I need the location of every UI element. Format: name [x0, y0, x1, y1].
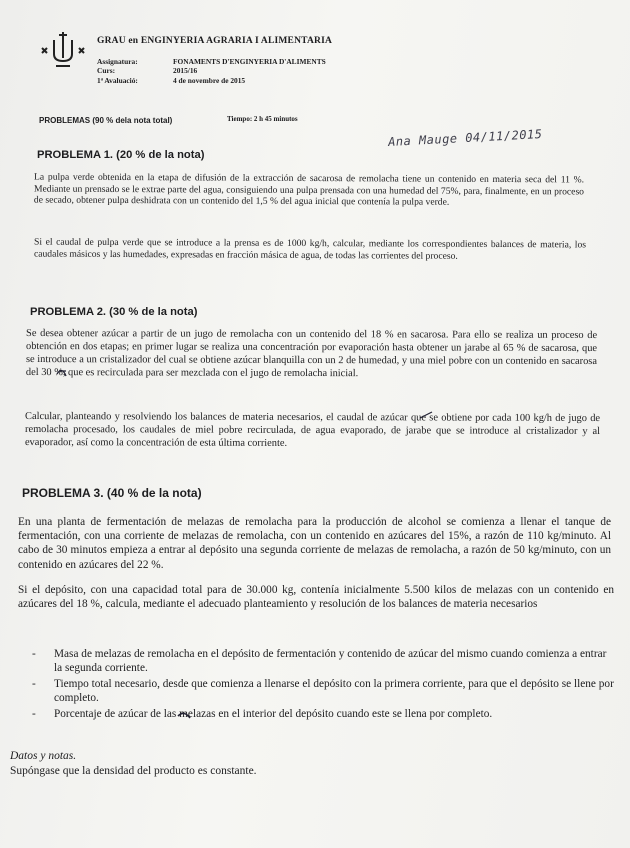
- problem-2-statement: Se desea obtener azúcar a partir de un jugo de remolacha con un contenido del 18 % en sacarosa. Para ello se realiza un proceso de obtención en dos etapas; en primer lugar se realiza una concentración por evaporación hasta obtener un jarabe al 65 % de sacarosa, que se introduce a un cristalizador del cual se obtiene azúcar blanquilla con un 2 de humedad, y una miel pobre con un contenido en sacarosa del 30 %, que es recirculada para ser mezclada con el jugo de remolacha inicial.: [25, 328, 598, 380]
- list-item: [32, 678, 617, 705]
- time-label: Tiempo: 2 h 45 minutos: [227, 115, 298, 123]
- task-text: Porcentaje de azúcar de las melazas en el interior del depósito cuando este se llena por completo.: [54, 708, 493, 721]
- subject-label: Assignatura:: [97, 57, 138, 66]
- problem-3-question: Si el depósito, con una capacidad total para de 30.000 kg, contenía inicialmente 5.500 kilos de melazas con un contenido en azúcares del 18 %, calcula, mediante el adecuado planteamiento y resolución de los balances de materia necesarios: [18, 584, 614, 611]
- problem-1-question: Si el caudal de pulpa verde que se introduce a la prensa es de 1000 kg/h, calcular, mediante los correspondientes balances de materia, los caudales másicos y las humedades, expresadas en fracción másica de agua, de todas las corrientes del proceso.: [33, 236, 587, 262]
- task-text: Masa de melazas de remolacha en el depósito de fermentación y contenido de azúcar del mismo cuando comienza a entrar la segunda corriente.: [54, 648, 607, 674]
- handwritten-name-date: Ana Mauge 04/11/2015: [387, 126, 543, 150]
- task-text: Tiempo total necesario, desde que comienza a llenarse el depósito con la primera corriente, para que el depósito se llene por completo.: [54, 678, 614, 704]
- problems-weight-label: PROBLEMAS (90 % dela nota total): [39, 116, 173, 125]
- problem-3-statement: En una planta de fermentación de melazas de remolacha para la producción de alcohol se comienza a llenar el tanque de fermentación, con una corriente de melazas de remolacha, con un contenido en azúcares del 15%, a razón de 110 kg/minuto. Al cabo de 30 minutos empieza a entrar al depósito una segunda corriente de melazas de remolacha, a razón de 50 kg/minuto, con un contenido en azúcares del 22 %.: [18, 516, 611, 571]
- problem-3-title: PROBLEMA 3. (40 % de la nota): [22, 486, 202, 500]
- evaluation-label: 1ª Avaluació:: [97, 75, 138, 85]
- degree-title: GRAU en ENGINYERIA AGRARIA I ALIMENTARIA: [97, 36, 333, 46]
- problem-3-tasks: [32, 648, 617, 725]
- subject-value: FONAMENTS D'ENGINYERIA D'ALIMENTS: [173, 57, 326, 66]
- subject-row: [97, 57, 326, 66]
- problem-1-title: PROBLEMA 1. (20 % de la nota): [37, 149, 205, 161]
- list-item: [32, 648, 617, 675]
- bullet-marker: -: [32, 678, 36, 691]
- course-info: [97, 57, 326, 85]
- course-year-label: Curs:: [97, 66, 116, 76]
- problem-2-title: PROBLEMA 2. (30 % de la nota): [30, 306, 198, 318]
- notes-heading: Datos y notas.: [10, 750, 77, 762]
- course-year-row: [97, 66, 326, 75]
- list-item: [32, 708, 617, 722]
- evaluation-value: 4 de novembre de 2015: [173, 75, 246, 85]
- evaluation-row: [97, 76, 326, 85]
- course-year-value: 2015/16: [173, 66, 198, 76]
- problem-1-statement: La pulpa verde obtenida en la etapa de difusión de la extracción de sacarosa de remolacha tiene un contenido en materia seca del 11 %. Mediante un prensado se le extrae parte del agua, consiguiendo una pulpa prensada con una humedad del 75%, para, finalmente, en un proceso de secado, obtener pulpa deshidrata con un contenido del 1,5 % del agua inicial que contenía la pulpa verde.: [33, 171, 585, 208]
- university-logo-icon: [34, 28, 92, 70]
- bullet-marker: -: [32, 648, 36, 660]
- problem-2-question: Calcular, planteando y resolviendo los balances de materia necesarios, el caudal de azúcar que se obtiene por cada 100 kg/h de jugo de remolacha procesado, los caudales de miel pobre recirculada, de agua evaporado, de jarabe que se introduce al cristalizador y al evaporador, así como la concentración de esta última corriente.: [24, 410, 601, 449]
- bullet-marker: -: [32, 708, 36, 721]
- notes-text: Supóngase que la densidad del producto es constante.: [10, 765, 257, 777]
